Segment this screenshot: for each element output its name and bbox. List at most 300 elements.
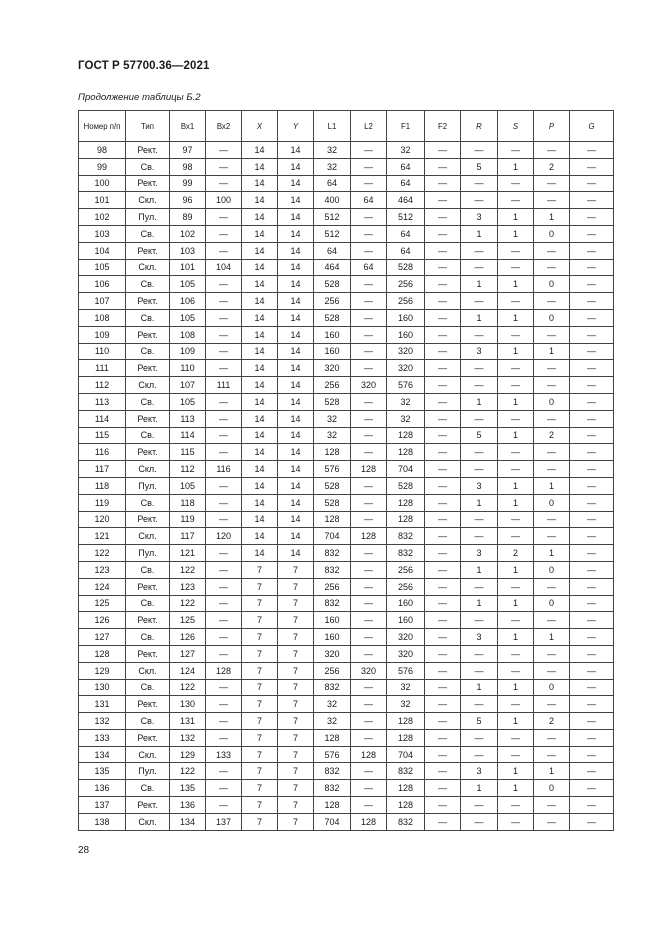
cell-y: 14 xyxy=(278,175,314,192)
cell-l1: 528 xyxy=(314,494,351,511)
cell-f2: — xyxy=(425,377,461,394)
cell-l2: — xyxy=(351,209,387,226)
cell-r: 1 xyxy=(461,276,498,293)
cell-x: 14 xyxy=(242,444,278,461)
cell-l1: 64 xyxy=(314,242,351,259)
table-row xyxy=(79,175,614,192)
cell-in1: 122 xyxy=(170,595,206,612)
cell-in1: 105 xyxy=(170,477,206,494)
cell-x: 14 xyxy=(242,528,278,545)
table-row xyxy=(79,713,614,730)
column-header-s: S xyxy=(498,111,534,142)
table-row xyxy=(79,360,614,377)
cell-s: — xyxy=(498,797,534,814)
cell-p: — xyxy=(534,410,570,427)
cell-f2: — xyxy=(425,561,461,578)
cell-l1: 32 xyxy=(314,427,351,444)
cell-y: 14 xyxy=(278,192,314,209)
table-row xyxy=(79,696,614,713)
cell-f1: 832 xyxy=(387,763,425,780)
cell-in1: 106 xyxy=(170,293,206,310)
cell-in1: 118 xyxy=(170,494,206,511)
cell-type: Рект. xyxy=(126,797,170,814)
cell-f1: 128 xyxy=(387,780,425,797)
cell-l1: 832 xyxy=(314,763,351,780)
cell-l2: — xyxy=(351,343,387,360)
cell-f1: 832 xyxy=(387,545,425,562)
cell-l2: — xyxy=(351,427,387,444)
cell-x: 14 xyxy=(242,259,278,276)
cell-l2: — xyxy=(351,242,387,259)
cell-l2: — xyxy=(351,276,387,293)
cell-in2: — xyxy=(206,242,242,259)
cell-type: Св. xyxy=(126,629,170,646)
cell-in1: 109 xyxy=(170,343,206,360)
cell-p: 0 xyxy=(534,494,570,511)
cell-y: 14 xyxy=(278,377,314,394)
cell-r: — xyxy=(461,410,498,427)
cell-y: 7 xyxy=(278,561,314,578)
cell-type: Рект. xyxy=(126,410,170,427)
cell-in2: — xyxy=(206,545,242,562)
cell-x: 14 xyxy=(242,360,278,377)
cell-s: — xyxy=(498,410,534,427)
cell-type: Пул. xyxy=(126,763,170,780)
cell-l1: 32 xyxy=(314,713,351,730)
cell-p: — xyxy=(534,192,570,209)
cell-l2: 128 xyxy=(351,528,387,545)
cell-l2: — xyxy=(351,293,387,310)
cell-in2: 111 xyxy=(206,377,242,394)
table-row xyxy=(79,309,614,326)
cell-type: Рект. xyxy=(126,142,170,159)
cell-type: Св. xyxy=(126,595,170,612)
cell-type: Скл. xyxy=(126,259,170,276)
cell-g: — xyxy=(570,780,614,797)
cell-y: 14 xyxy=(278,158,314,175)
cell-type: Скл. xyxy=(126,461,170,478)
cell-in2: — xyxy=(206,477,242,494)
cell-l1: 320 xyxy=(314,645,351,662)
cell-l1: 704 xyxy=(314,813,351,830)
cell-y: 14 xyxy=(278,259,314,276)
cell-f1: 32 xyxy=(387,679,425,696)
cell-f2: — xyxy=(425,780,461,797)
cell-s: 1 xyxy=(498,393,534,410)
cell-in1: 122 xyxy=(170,679,206,696)
cell-p: 2 xyxy=(534,427,570,444)
cell-x: 7 xyxy=(242,746,278,763)
cell-f1: 832 xyxy=(387,813,425,830)
cell-f2: — xyxy=(425,763,461,780)
cell-in2: — xyxy=(206,444,242,461)
cell-number: 120 xyxy=(79,511,126,528)
cell-type: Рект. xyxy=(126,242,170,259)
cell-type: Рект. xyxy=(126,360,170,377)
cell-f2: — xyxy=(425,645,461,662)
table-row xyxy=(79,797,614,814)
table-row xyxy=(79,595,614,612)
cell-f2: — xyxy=(425,209,461,226)
cell-p: 1 xyxy=(534,477,570,494)
cell-s: 1 xyxy=(498,494,534,511)
cell-in2: — xyxy=(206,343,242,360)
cell-l1: 512 xyxy=(314,225,351,242)
cell-s: 1 xyxy=(498,225,534,242)
cell-f1: 128 xyxy=(387,494,425,511)
cell-y: 7 xyxy=(278,729,314,746)
cell-r: — xyxy=(461,326,498,343)
cell-y: 7 xyxy=(278,645,314,662)
cell-s: 1 xyxy=(498,477,534,494)
cell-x: 7 xyxy=(242,645,278,662)
cell-x: 14 xyxy=(242,377,278,394)
cell-y: 7 xyxy=(278,763,314,780)
cell-type: Рект. xyxy=(126,729,170,746)
cell-l2: — xyxy=(351,797,387,814)
cell-in2: 104 xyxy=(206,259,242,276)
cell-p: — xyxy=(534,175,570,192)
cell-in1: 89 xyxy=(170,209,206,226)
cell-l2: — xyxy=(351,142,387,159)
cell-s: — xyxy=(498,662,534,679)
cell-in1: 124 xyxy=(170,662,206,679)
cell-l2: 128 xyxy=(351,813,387,830)
cell-l2: — xyxy=(351,729,387,746)
cell-x: 14 xyxy=(242,309,278,326)
cell-y: 14 xyxy=(278,293,314,310)
cell-r: — xyxy=(461,729,498,746)
cell-l2: — xyxy=(351,696,387,713)
table-row xyxy=(79,645,614,662)
cell-f1: 528 xyxy=(387,477,425,494)
cell-f2: — xyxy=(425,578,461,595)
cell-p: 0 xyxy=(534,393,570,410)
cell-g: — xyxy=(570,713,614,730)
cell-l1: 832 xyxy=(314,780,351,797)
cell-in1: 131 xyxy=(170,713,206,730)
cell-r: — xyxy=(461,242,498,259)
cell-p: 0 xyxy=(534,595,570,612)
cell-type: Рект. xyxy=(126,612,170,629)
cell-s: — xyxy=(498,645,534,662)
cell-f1: 160 xyxy=(387,612,425,629)
cell-l1: 256 xyxy=(314,578,351,595)
table-header-row xyxy=(79,111,614,142)
cell-g: — xyxy=(570,545,614,562)
cell-y: 14 xyxy=(278,242,314,259)
cell-number: 112 xyxy=(79,377,126,394)
cell-y: 14 xyxy=(278,528,314,545)
cell-x: 14 xyxy=(242,511,278,528)
cell-y: 14 xyxy=(278,410,314,427)
table-row xyxy=(79,225,614,242)
cell-r: — xyxy=(461,662,498,679)
cell-in1: 107 xyxy=(170,377,206,394)
cell-s: 1 xyxy=(498,595,534,612)
cell-g: — xyxy=(570,645,614,662)
cell-g: — xyxy=(570,595,614,612)
cell-l2: — xyxy=(351,360,387,377)
table-row xyxy=(79,561,614,578)
cell-in1: 122 xyxy=(170,561,206,578)
cell-l1: 160 xyxy=(314,629,351,646)
cell-l1: 160 xyxy=(314,612,351,629)
cell-r: 1 xyxy=(461,595,498,612)
cell-g: — xyxy=(570,494,614,511)
cell-number: 108 xyxy=(79,309,126,326)
cell-in1: 122 xyxy=(170,763,206,780)
cell-in1: 117 xyxy=(170,528,206,545)
cell-in2: — xyxy=(206,595,242,612)
cell-f1: 576 xyxy=(387,662,425,679)
cell-p: — xyxy=(534,293,570,310)
cell-r: — xyxy=(461,259,498,276)
cell-p: 1 xyxy=(534,545,570,562)
column-header-l1: L1 xyxy=(314,111,351,142)
cell-number: 127 xyxy=(79,629,126,646)
cell-in1: 112 xyxy=(170,461,206,478)
cell-f2: — xyxy=(425,192,461,209)
table-row xyxy=(79,259,614,276)
cell-type: Скл. xyxy=(126,813,170,830)
cell-type: Св. xyxy=(126,343,170,360)
cell-l2: — xyxy=(351,561,387,578)
cell-type: Скл. xyxy=(126,192,170,209)
cell-g: — xyxy=(570,729,614,746)
cell-in2: 133 xyxy=(206,746,242,763)
cell-p: 0 xyxy=(534,276,570,293)
cell-in2: — xyxy=(206,326,242,343)
cell-f1: 160 xyxy=(387,326,425,343)
cell-f1: 320 xyxy=(387,645,425,662)
cell-in1: 98 xyxy=(170,158,206,175)
column-header-number: Номер п/п xyxy=(79,111,126,142)
cell-p: 0 xyxy=(534,679,570,696)
cell-in2: — xyxy=(206,629,242,646)
table-caption: Продолжение таблицы Б.2 xyxy=(78,92,201,103)
cell-l1: 576 xyxy=(314,746,351,763)
cell-type: Скл. xyxy=(126,528,170,545)
cell-r: 3 xyxy=(461,477,498,494)
cell-y: 14 xyxy=(278,309,314,326)
cell-l2: — xyxy=(351,393,387,410)
cell-f2: — xyxy=(425,259,461,276)
cell-g: — xyxy=(570,696,614,713)
cell-r: — xyxy=(461,696,498,713)
cell-f2: — xyxy=(425,461,461,478)
cell-l2: 128 xyxy=(351,746,387,763)
cell-in1: 130 xyxy=(170,696,206,713)
cell-number: 115 xyxy=(79,427,126,444)
cell-f2: — xyxy=(425,528,461,545)
cell-f2: — xyxy=(425,427,461,444)
cell-f2: — xyxy=(425,595,461,612)
cell-g: — xyxy=(570,746,614,763)
cell-g: — xyxy=(570,158,614,175)
table-row xyxy=(79,427,614,444)
cell-p: — xyxy=(534,242,570,259)
cell-l2: 128 xyxy=(351,461,387,478)
cell-in1: 115 xyxy=(170,444,206,461)
cell-in2: 128 xyxy=(206,662,242,679)
cell-y: 14 xyxy=(278,511,314,528)
cell-p: 0 xyxy=(534,225,570,242)
cell-f1: 256 xyxy=(387,276,425,293)
cell-g: — xyxy=(570,225,614,242)
cell-in2: — xyxy=(206,511,242,528)
cell-y: 7 xyxy=(278,629,314,646)
cell-l1: 400 xyxy=(314,192,351,209)
cell-in1: 121 xyxy=(170,545,206,562)
cell-type: Св. xyxy=(126,494,170,511)
cell-g: — xyxy=(570,242,614,259)
cell-in1: 132 xyxy=(170,729,206,746)
cell-s: — xyxy=(498,192,534,209)
cell-y: 7 xyxy=(278,780,314,797)
cell-number: 114 xyxy=(79,410,126,427)
cell-x: 7 xyxy=(242,763,278,780)
cell-in1: 105 xyxy=(170,393,206,410)
cell-in1: 99 xyxy=(170,175,206,192)
cell-y: 7 xyxy=(278,713,314,730)
cell-x: 7 xyxy=(242,595,278,612)
table-row xyxy=(79,813,614,830)
cell-x: 14 xyxy=(242,410,278,427)
cell-number: 98 xyxy=(79,142,126,159)
cell-l1: 32 xyxy=(314,142,351,159)
cell-number: 138 xyxy=(79,813,126,830)
cell-p: 2 xyxy=(534,158,570,175)
cell-l2: — xyxy=(351,175,387,192)
cell-y: 7 xyxy=(278,679,314,696)
table-row xyxy=(79,242,614,259)
cell-in1: 134 xyxy=(170,813,206,830)
cell-f2: — xyxy=(425,746,461,763)
cell-number: 125 xyxy=(79,595,126,612)
cell-number: 111 xyxy=(79,360,126,377)
cell-y: 7 xyxy=(278,696,314,713)
cell-x: 14 xyxy=(242,477,278,494)
cell-f1: 64 xyxy=(387,225,425,242)
cell-f2: — xyxy=(425,477,461,494)
cell-g: — xyxy=(570,477,614,494)
cell-p: 1 xyxy=(534,763,570,780)
cell-y: 14 xyxy=(278,360,314,377)
cell-in2: — xyxy=(206,309,242,326)
cell-l1: 160 xyxy=(314,343,351,360)
cell-l2: — xyxy=(351,225,387,242)
table-row xyxy=(79,444,614,461)
cell-number: 134 xyxy=(79,746,126,763)
cell-type: Рект. xyxy=(126,293,170,310)
table-row xyxy=(79,142,614,159)
cell-number: 107 xyxy=(79,293,126,310)
cell-l1: 464 xyxy=(314,259,351,276)
cell-r: 1 xyxy=(461,494,498,511)
cell-number: 105 xyxy=(79,259,126,276)
cell-in1: 135 xyxy=(170,780,206,797)
cell-f1: 704 xyxy=(387,461,425,478)
cell-y: 7 xyxy=(278,595,314,612)
data-table xyxy=(78,110,614,831)
cell-g: — xyxy=(570,259,614,276)
table-row xyxy=(79,410,614,427)
cell-x: 14 xyxy=(242,494,278,511)
cell-s: — xyxy=(498,729,534,746)
cell-x: 7 xyxy=(242,729,278,746)
table-body xyxy=(79,142,614,831)
cell-f2: — xyxy=(425,276,461,293)
cell-type: Скл. xyxy=(126,662,170,679)
cell-p: 1 xyxy=(534,209,570,226)
cell-g: — xyxy=(570,461,614,478)
cell-f1: 128 xyxy=(387,427,425,444)
cell-in2: — xyxy=(206,561,242,578)
cell-in2: — xyxy=(206,797,242,814)
cell-f1: 32 xyxy=(387,410,425,427)
cell-l1: 128 xyxy=(314,511,351,528)
cell-g: — xyxy=(570,142,614,159)
cell-p: — xyxy=(534,662,570,679)
cell-in2: — xyxy=(206,713,242,730)
cell-type: Св. xyxy=(126,561,170,578)
cell-y: 7 xyxy=(278,662,314,679)
cell-p: — xyxy=(534,729,570,746)
cell-s: 1 xyxy=(498,561,534,578)
cell-number: 136 xyxy=(79,780,126,797)
cell-l2: — xyxy=(351,780,387,797)
cell-p: — xyxy=(534,444,570,461)
cell-y: 14 xyxy=(278,477,314,494)
cell-s: 1 xyxy=(498,780,534,797)
document-title: ГОСТ Р 57700.36—2021 xyxy=(78,60,210,72)
cell-s: — xyxy=(498,242,534,259)
cell-s: 1 xyxy=(498,343,534,360)
cell-s: — xyxy=(498,696,534,713)
cell-s: 1 xyxy=(498,763,534,780)
table-row xyxy=(79,612,614,629)
cell-g: — xyxy=(570,578,614,595)
table-row xyxy=(79,629,614,646)
cell-l2: — xyxy=(351,326,387,343)
cell-g: — xyxy=(570,276,614,293)
cell-f2: — xyxy=(425,696,461,713)
cell-in1: 96 xyxy=(170,192,206,209)
cell-l1: 256 xyxy=(314,377,351,394)
cell-l2: — xyxy=(351,713,387,730)
cell-f2: — xyxy=(425,662,461,679)
cell-y: 14 xyxy=(278,142,314,159)
cell-f1: 160 xyxy=(387,595,425,612)
cell-f2: — xyxy=(425,813,461,830)
cell-s: 1 xyxy=(498,713,534,730)
cell-f1: 320 xyxy=(387,360,425,377)
cell-g: — xyxy=(570,612,614,629)
table-row xyxy=(79,494,614,511)
cell-type: Пул. xyxy=(126,477,170,494)
cell-number: 113 xyxy=(79,393,126,410)
table-row xyxy=(79,393,614,410)
cell-l1: 528 xyxy=(314,276,351,293)
cell-f1: 512 xyxy=(387,209,425,226)
cell-l2: 320 xyxy=(351,662,387,679)
cell-number: 132 xyxy=(79,713,126,730)
table-row xyxy=(79,662,614,679)
cell-f2: — xyxy=(425,242,461,259)
cell-f2: — xyxy=(425,545,461,562)
cell-in1: 114 xyxy=(170,427,206,444)
